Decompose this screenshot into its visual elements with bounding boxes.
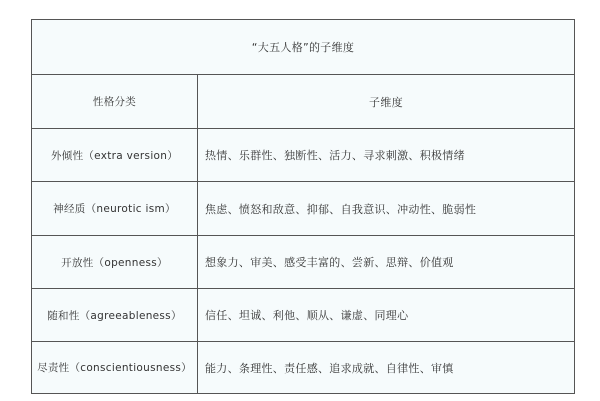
row-category: 外倾性（extra version） [32,129,198,181]
header-subdimensions: 子维度 [369,95,403,109]
header-category: 性格分类 [32,75,198,128]
table-row [32,128,574,181]
row-subdimensions: 热情、乐群性、独断性、活力、寻求刺激、积极情绪 [205,149,465,162]
big-five-table [31,19,575,394]
table-row [32,288,574,341]
row-subdimensions: 焦虑、愤怒和敌意、抑郁、自我意识、冲动性、脆弱性 [205,202,477,216]
row-category: 尽责性（conscientiousness） [32,342,198,393]
row-subdimensions: 想象力、审美、感受丰富的、尝新、思辩、价值观 [205,256,454,269]
row-subdimensions: 信任、坦诚、利他、顺从、谦虚、同理心 [205,309,409,322]
row-subdimensions: 能力、条理性、责任感、追求成就、自律性、审慎 [205,361,454,375]
row-category: 神经质（neurotic ism） [32,182,198,235]
row-category: 开放性（openness） [32,236,198,288]
table-header-row [32,74,574,128]
table-row [32,181,574,235]
table-row [32,341,574,393]
table-row [32,235,574,288]
row-category: 随和性（agreeableness） [32,289,198,341]
table-title: “大五人格”的子维度 [251,41,355,54]
table-title-row [32,20,574,74]
